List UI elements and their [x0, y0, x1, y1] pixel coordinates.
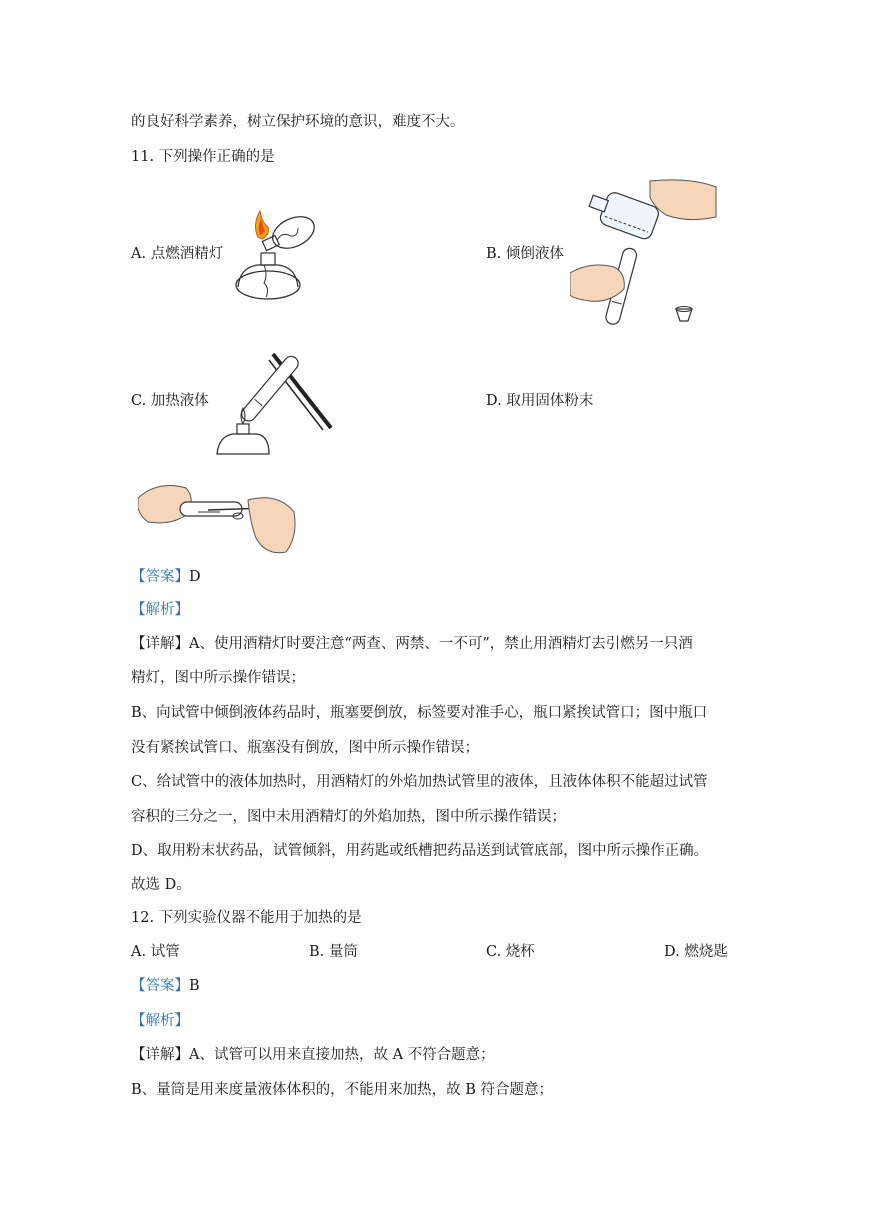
q12-detail-b-line: B、量筒是用来度量液体体积的，不能用来加热，故 B 符合题意；	[131, 1082, 554, 1098]
q11-answer-label: 【答案】	[131, 569, 189, 585]
q11-detail-b-line1: B、向试管中倾倒液体药品时，瓶塞要倒放，标签要对准手心，瓶口紧挨试管口；图中瓶口	[131, 705, 708, 721]
q12-answer-value: B	[189, 978, 200, 994]
q12-option-c: C. 烧杯	[486, 944, 535, 960]
pouring-liquid-illustration	[570, 177, 720, 332]
q11-detail-c-line1: C、给试管中的液体加热时，用酒精灯的外焰加热试管里的液体，且液体体积不能超过试管	[131, 774, 708, 790]
q12-detail-label: 【详解】	[131, 1047, 189, 1063]
q12-analysis-label: 【解析】	[131, 1013, 189, 1029]
q11-option-d: D. 取用固体粉末	[486, 393, 594, 409]
q11-option-c: C. 加热液体	[131, 393, 209, 409]
q11-detail-label: 【详解】	[131, 636, 189, 652]
q12-detail-a-text: A、试管可以用来直接加热，故 A 不符合题意；	[189, 1047, 495, 1063]
q11-answer-value: D	[189, 569, 201, 585]
q11-detail-a-line2: 精灯，图中所示操作错误；	[131, 670, 305, 686]
heating-liquid-illustration	[213, 346, 338, 461]
q12-answer	[131, 976, 200, 996]
intro-tail-text: 的良好科学素养，树立保护环境的意识，难度不大。	[131, 114, 465, 130]
alcohol-lamp-lighting-illustration	[228, 205, 323, 305]
q11-conclusion: 故选 D。	[131, 877, 191, 893]
q12-answer-label: 【答案】	[131, 978, 189, 994]
q11-detail-a-line1	[131, 634, 693, 654]
q11-detail-a-text1: A、使用酒精灯时要注意“两查、两禁、一不可”，禁止用酒精灯去引燃另一只酒	[189, 636, 693, 652]
taking-powder-illustration	[138, 478, 298, 556]
q11-detail-d-line1: D、取用粉末状药品，试管倾斜，用药匙或纸槽把药品送到试管底部，图中所示操作正确。	[131, 843, 709, 859]
q12-detail-a-line	[131, 1045, 495, 1065]
q11-answer	[131, 567, 201, 587]
q12-stem: 12. 下列实验仪器不能用于加热的是	[131, 910, 362, 926]
q11-option-a: A. 点燃酒精灯	[131, 246, 224, 262]
q11-analysis-label: 【解析】	[131, 602, 189, 618]
q12-option-a: A. 试管	[131, 944, 180, 960]
q12-option-b: B. 量筒	[309, 944, 358, 960]
q11-option-b: B. 倾倒液体	[486, 246, 564, 262]
q11-detail-c-line2: 容积的三分之一，图中未用酒精灯的外焰加热，图中所示操作错误；	[131, 809, 566, 825]
q11-stem: 11. 下列操作正确的是	[131, 149, 275, 165]
q12-option-d: D. 燃烧匙	[664, 944, 728, 960]
q11-detail-b-line2: 没有紧挨试管口、瓶塞没有倒放，图中所示操作错误；	[131, 740, 479, 756]
